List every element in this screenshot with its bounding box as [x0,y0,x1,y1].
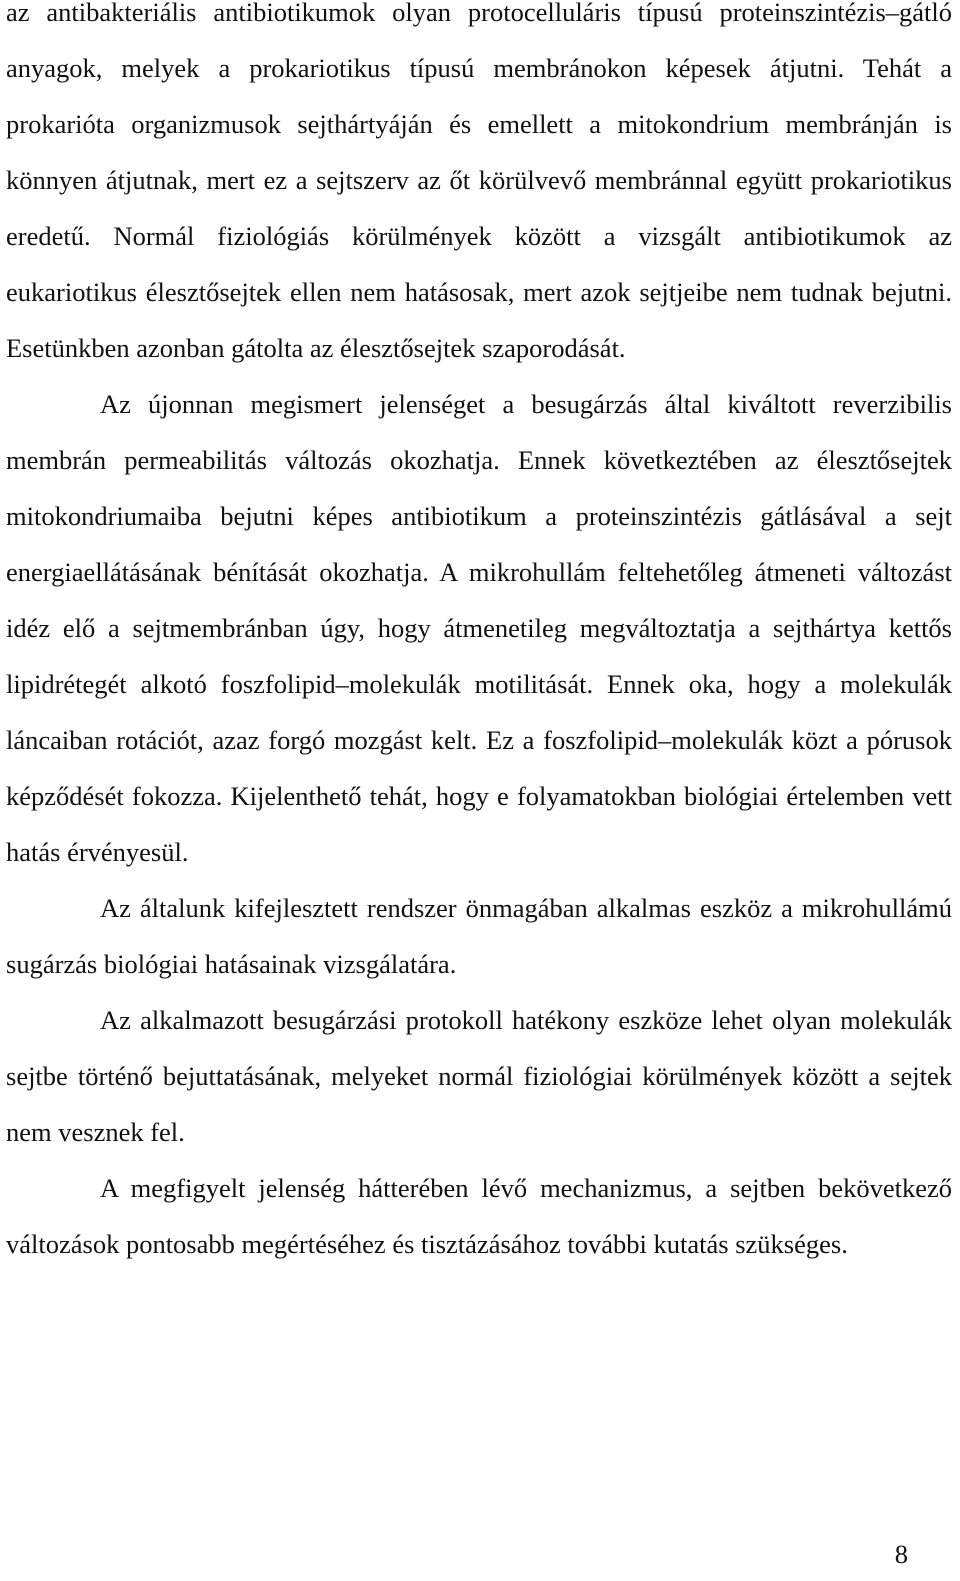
page-number: 8 [894,1539,908,1569]
paragraph-5: A megfigyelt jelenség hátterében lévő mechanizmus, a sejtben bekövetkező változások pontosabb megértéséhez és tisztázásához további kutatás szükséges. [6,1173,952,1259]
paragraph-4: Az alkalmazott besugárzási protokoll hatékony eszköze lehet olyan molekulák sejtbe történő bejuttatásának, melyeket normál fiziológiai körülmények között a sejtek nem vesznek fel. [6,1005,952,1147]
document-page [6,0,952,1272]
paragraph-2: Az újonnan megismert jelenséget a besugárzás által kiváltott reverzibilis membrán permeabilitás változás okozhatja. Ennek következtében az élesztősejtek mitokondriumaiba bejutni képes antibiotikum a proteinszintézis gátlásával a sejt energiaellátásának bénítását okozhatja. A mikrohullám feltehetőleg átmeneti változást idéz elő a sejtmembránban úgy, hogy átmenetileg megváltoztatja a sejthártya kettős lipidrétegét alkotó foszfolipid–molekulák motilitását. Ennek oka, hogy a molekulák láncaiban rotációt, azaz forgó mozgást kelt. Ez a foszfolipid–molekulák közt a pórusok képződését fokozza. Kijelenthető tehát, hogy e folyamatokban biológiai értelemben vett hatás érvényesül. [6,389,952,867]
paragraph-1: az antibakteriális antibiotikumok olyan protocelluláris típusú proteinszintézis–gátló anyagok, melyek a prokariotikus típusú membránokon képesek átjutni. Tehát a prokarióta organizmusok sejthártyáján és emellett a mitokondrium membránján is könnyen átjutnak, mert ez a sejtszerv az őt körülvevő membránnal együtt prokariotikus eredetű. Normál fiziológiás körülmények között a vizsgált antibiotikumok az eukariotikus élesztősejtek ellen nem hatásosak, mert azok sejtjeibe nem tudnak bejutni. Esetünkben azonban gátolta az élesztősejtek szaporodását. [6,0,952,363]
paragraph-3: Az általunk kifejlesztett rendszer önmagában alkalmas eszköz a mikrohullámú sugárzás biológiai hatásainak vizsgálatára. [6,893,952,979]
